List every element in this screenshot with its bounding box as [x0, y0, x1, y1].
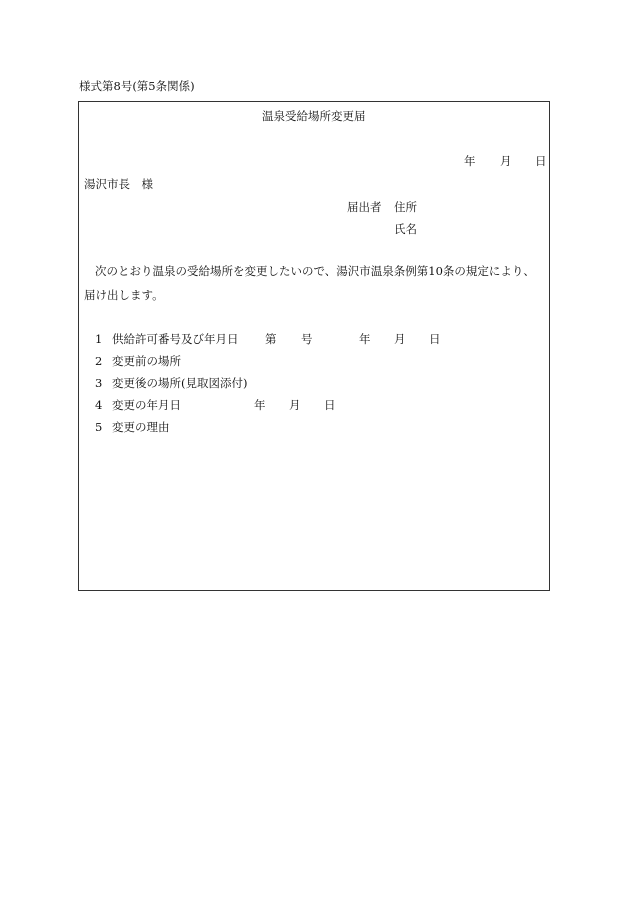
item-1-year: 年 — [359, 332, 371, 346]
item-1-day: 日 — [429, 332, 441, 346]
item-4-day: 日 — [324, 398, 336, 412]
item-4-year: 年 — [254, 398, 266, 412]
item-3-number: 3 — [95, 376, 103, 390]
item-4-number: 4 — [95, 398, 103, 412]
item-1-month: 月 — [394, 332, 406, 346]
item-1-go: 号 — [301, 332, 313, 346]
item-1-dai: 第 — [265, 332, 277, 346]
item-2-number: 2 — [95, 354, 103, 368]
item-4-month: 月 — [289, 398, 301, 412]
item-5-label: 変更の理由 — [112, 420, 170, 434]
body-text-line1: 次のとおり温泉の受給場所を変更したいので、湯沢市温泉条例第10条の規定により、 — [95, 264, 535, 278]
applicant-address-label: 住所 — [394, 200, 417, 214]
addressee: 湯沢市長 様 — [84, 177, 153, 191]
form-number: 様式第8号(第5条関係) — [79, 79, 195, 93]
item-3-label: 変更後の場所(見取図添付) — [112, 376, 248, 390]
item-5-number: 5 — [95, 420, 103, 434]
item-2-label: 変更前の場所 — [112, 354, 181, 368]
date-day: 日 — [535, 154, 547, 168]
body-text-line2: 届け出します。 — [84, 288, 164, 302]
item-1-number: 1 — [95, 332, 103, 346]
date-month: 月 — [500, 154, 512, 168]
applicant-name-label: 氏名 — [394, 222, 417, 236]
form-box — [78, 101, 550, 591]
item-4-label: 変更の年月日 — [112, 398, 181, 412]
date-year: 年 — [464, 154, 476, 168]
applicant-label: 届出者 — [347, 200, 382, 214]
form-title: 温泉受給場所変更届 — [262, 109, 366, 123]
item-1-label: 供給許可番号及び年月日 — [112, 332, 239, 346]
